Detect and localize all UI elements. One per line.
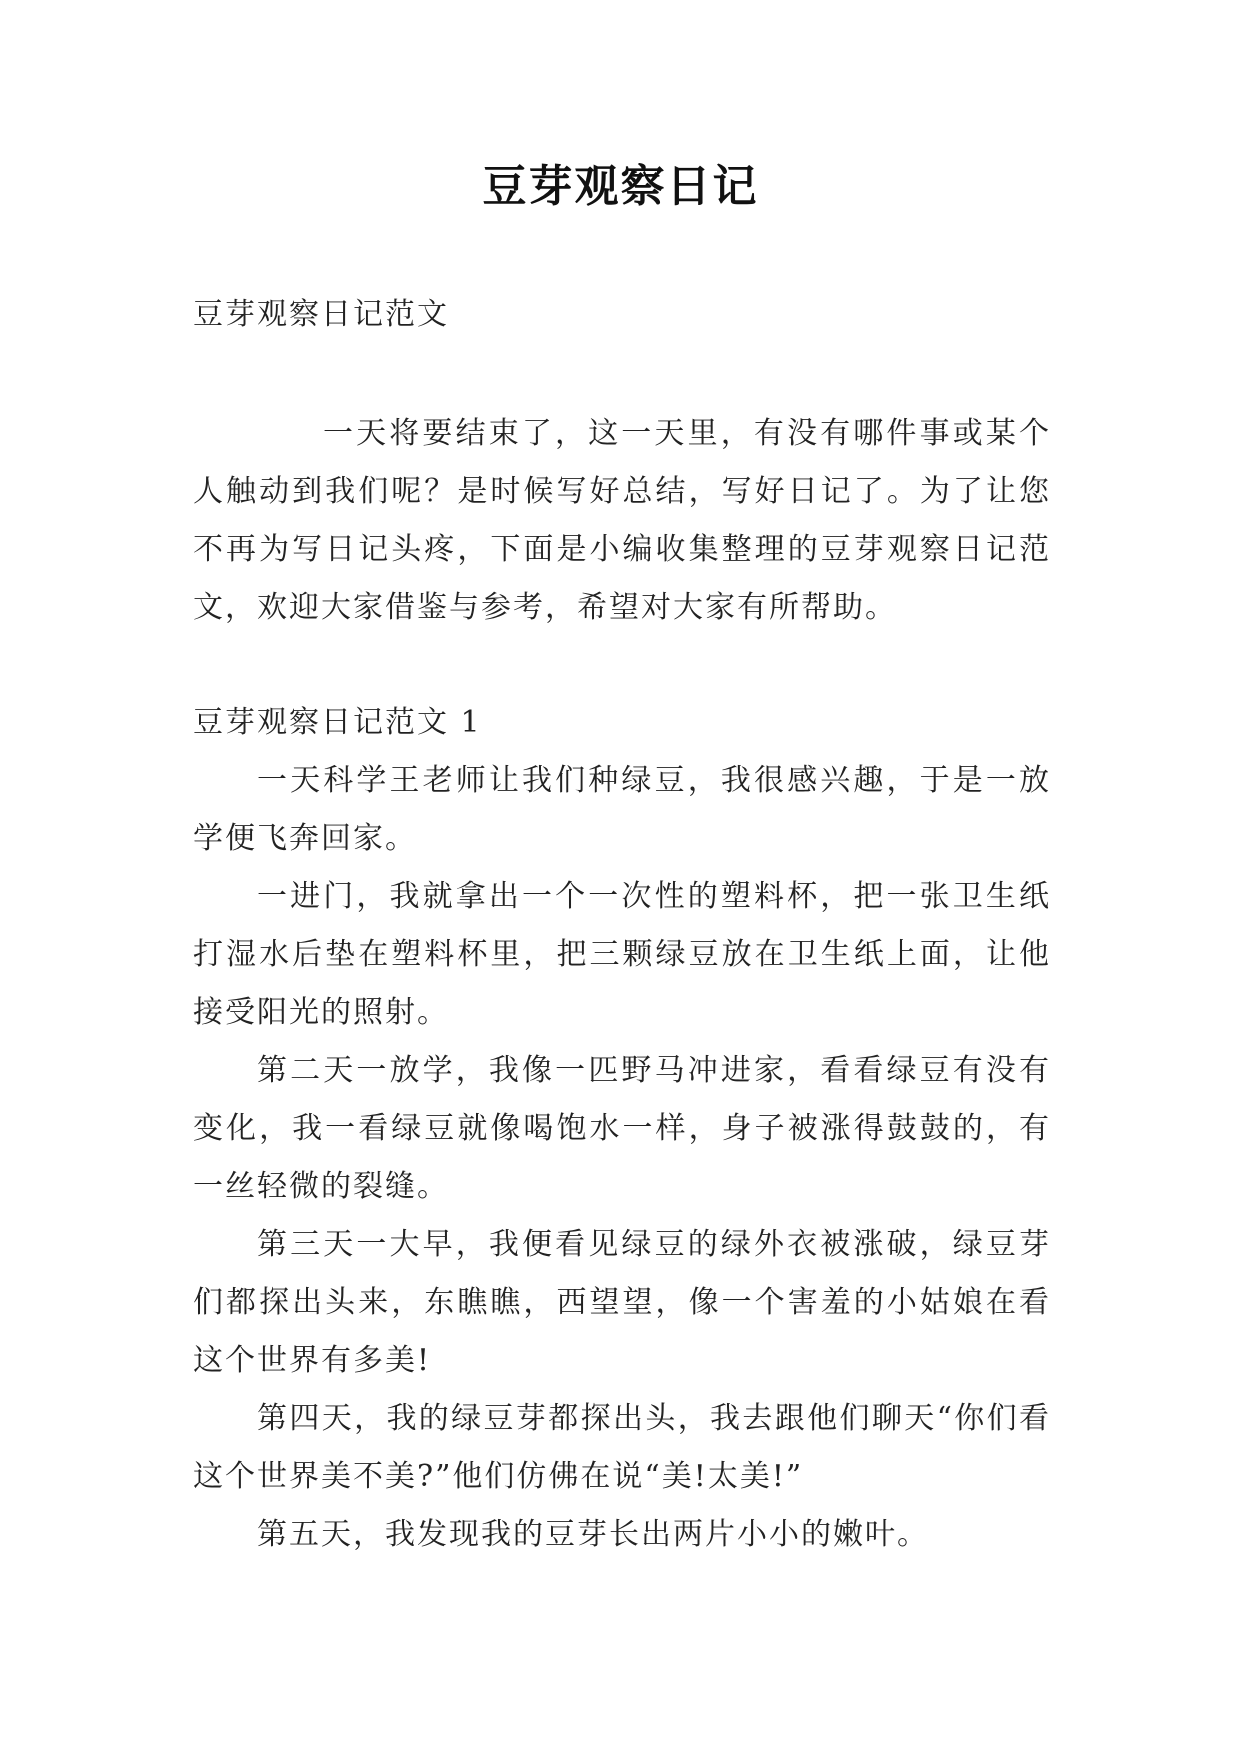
section-1 xyxy=(193,694,1051,1564)
paragraph-3: 第二天一放学，我像一匹野马冲进家，看看绿豆有没有变化，我一看绿豆就像喝饱水一样，身子被涨得鼓鼓的，有一丝轻微的裂缝。 xyxy=(193,1053,1051,1204)
paragraph-5: 第四天，我的绿豆芽都探出头，我去跟他们聊天“你们看这个世界美不美?”他们仿佛在说“美!太美!” xyxy=(193,1401,1051,1494)
paragraph-4: 第三天一大早，我便看见绿豆的绿外衣被涨破，绿豆芽们都探出头来，东瞧瞧，西望望，像一个害羞的小姑娘在看这个世界有多美! xyxy=(193,1227,1051,1378)
section-1-title: 豆芽观察日记范文 1 xyxy=(193,705,482,740)
document-subtitle: 豆芽观察日记范文 xyxy=(193,297,449,332)
document-title: 豆芽观察日记 xyxy=(482,161,759,212)
paragraph-1: 一天科学王老师让我们种绿豆，我很感兴趣，于是一放学便飞奔回家。 xyxy=(193,763,1051,856)
intro-paragraph: 一天将要结束了，这一天里，有没有哪件事或某个人触动到我们呢？是时候写好总结，写好日记了。为了让您不再为写日记头疼，下面是小编收集整理的豆芽观察日记范文，欢迎大家借鉴与参考，希望对大家有所帮助。 xyxy=(193,416,1051,625)
paragraph-6: 第五天，我发现我的豆芽长出两片小小的嫩叶。 xyxy=(257,1517,929,1552)
paragraph-2: 一进门，我就拿出一个一次性的塑料杯，把一张卫生纸打湿水后垫在塑料杯里，把三颗绿豆放在卫生纸上面，让他接受阳光的照射。 xyxy=(193,879,1051,1030)
